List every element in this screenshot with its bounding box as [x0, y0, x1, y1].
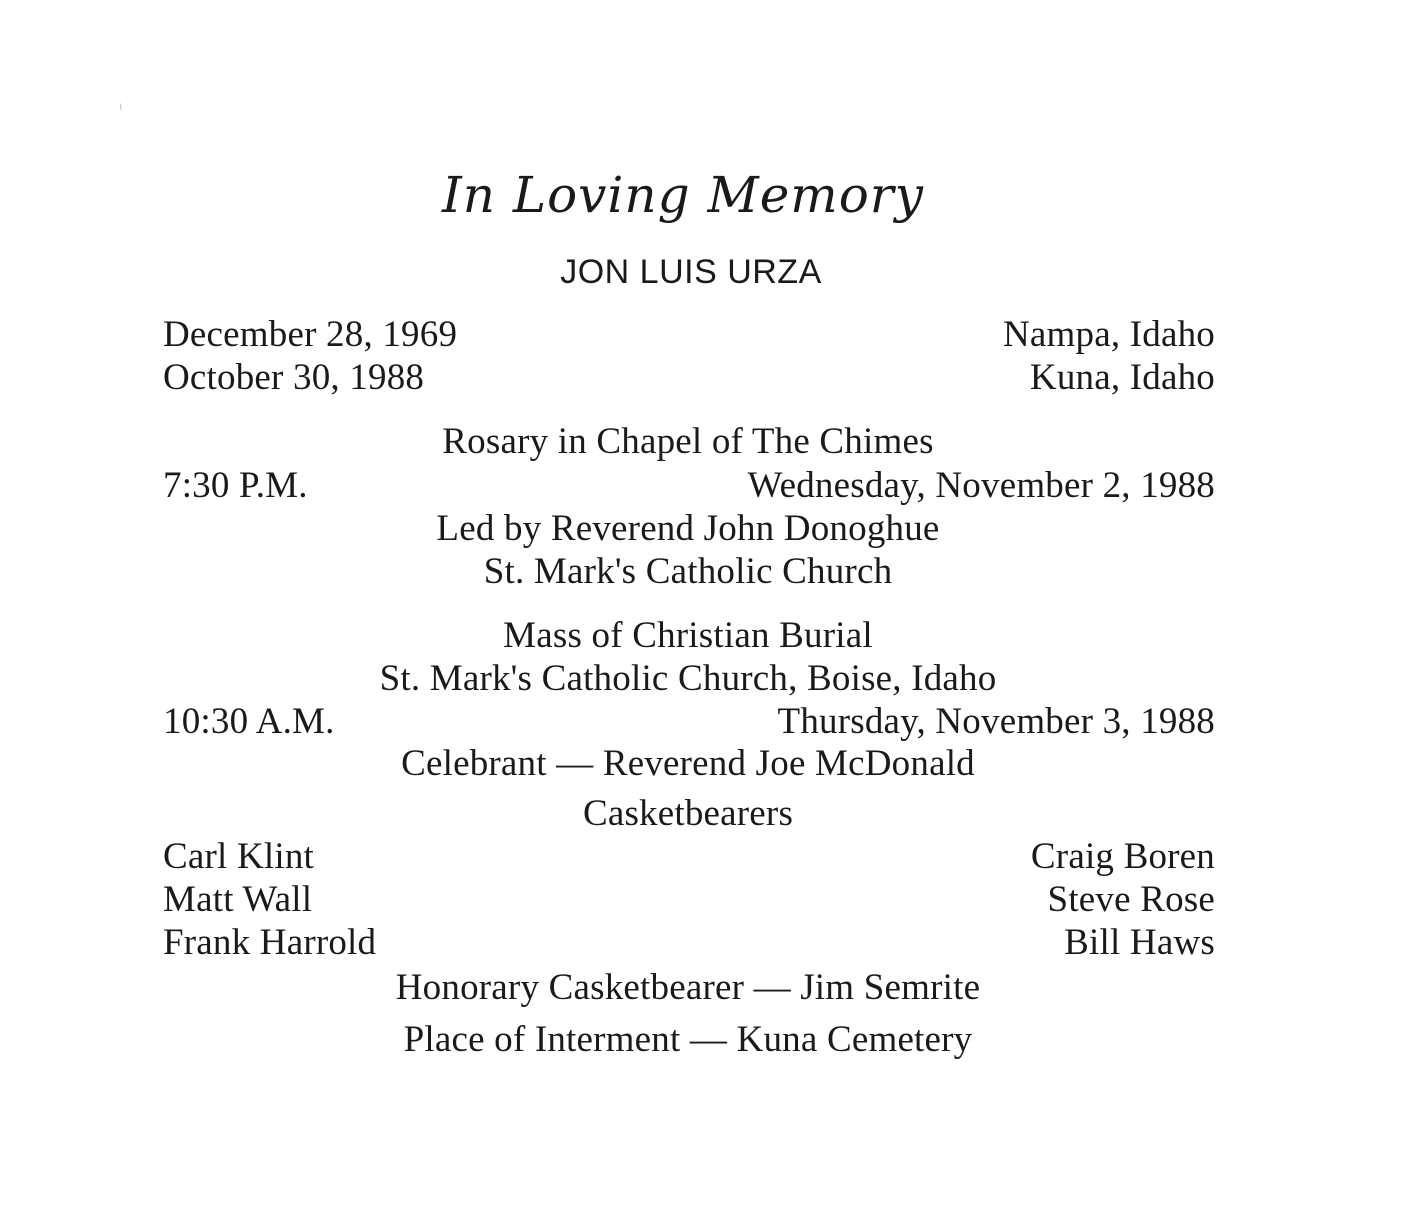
mass-title: Mass of Christian Burial	[503, 615, 873, 656]
rosary-date: Wednesday, November 2, 1988	[747, 465, 1215, 506]
death-date: October 30, 1988	[163, 357, 425, 398]
paper-speck	[120, 103, 125, 111]
deceased-name: JON LUIS URZA	[560, 253, 822, 291]
mass-time: 10:30 A.M.	[163, 701, 335, 742]
casketbearer-name: Craig Boren	[1030, 836, 1215, 877]
birth-date: December 28, 1969	[163, 314, 458, 355]
rosary-time: 7:30 P.M.	[163, 465, 308, 506]
rosary-church: St. Mark's Catholic Church	[483, 551, 893, 592]
casketbearer-name: Bill Haws	[1064, 922, 1215, 963]
place-of-interment: Place of Interment — Kuna Cemetery	[403, 1019, 973, 1060]
rosary-title: Rosary in Chapel of The Chimes	[442, 421, 934, 462]
mass-date: Thursday, November 3, 1988	[777, 701, 1215, 742]
death-place: Kuna, Idaho	[1029, 357, 1215, 398]
casketbearers-title: Casketbearers	[582, 793, 794, 834]
mass-location: St. Mark's Catholic Church, Boise, Idaho	[379, 658, 997, 699]
rosary-led-by: Led by Reverend John Donoghue	[436, 508, 940, 549]
casketbearer-name: Matt Wall	[163, 879, 313, 920]
birth-place: Nampa, Idaho	[1003, 314, 1215, 355]
honorary-casketbearer: Honorary Casketbearer — Jim Semrite	[395, 967, 981, 1008]
card-heading: In Loving Memory	[442, 166, 924, 224]
mass-celebrant: Celebrant — Reverend Joe McDonald	[401, 743, 975, 784]
casketbearer-name: Steve Rose	[1047, 879, 1215, 920]
casketbearer-name: Carl Klint	[163, 836, 315, 877]
casketbearer-name: Frank Harrold	[163, 922, 377, 963]
